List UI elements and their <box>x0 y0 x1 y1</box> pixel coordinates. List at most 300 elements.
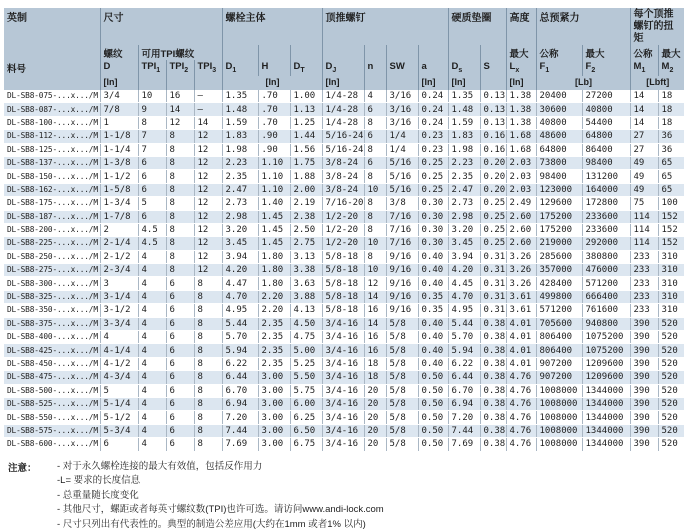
cell-Ds: 1.48 <box>448 103 480 116</box>
cell-TPI2: 6 <box>166 277 194 290</box>
cell-F1: 571200 <box>536 304 582 317</box>
cell-part: DL-SB8-600-...x.../M <box>4 438 100 451</box>
cell-D1: 4.20 <box>222 264 258 277</box>
cell-M1: 390 <box>630 357 658 370</box>
col-header-Ds: $D_s$ <box>448 60 480 76</box>
cell-H: 1.40 <box>258 197 290 210</box>
cell-part: DL-SB8-550-...x.../M <box>4 411 100 424</box>
cell-F1: 1008000 <box>536 424 582 437</box>
cell-M1: 390 <box>630 317 658 330</box>
cell-M1: 49 <box>630 170 658 183</box>
cell-DT: 2.38 <box>290 210 322 223</box>
cell-Lx: 3.26 <box>506 277 536 290</box>
cell-D: 5-1/4 <box>100 397 138 410</box>
table-row <box>4 90 684 103</box>
cell-Ds: 3.94 <box>448 250 480 263</box>
cell-M1: 27 <box>630 130 658 143</box>
cell-SW: 3/16 <box>386 103 418 116</box>
cell-a: 0.35 <box>418 304 448 317</box>
cell-Ds: 1.59 <box>448 116 480 129</box>
cell-Lx: 3.26 <box>506 250 536 263</box>
cell-F1: 806400 <box>536 331 582 344</box>
cell-F1: 40800 <box>536 116 582 129</box>
cell-SW: 5/8 <box>386 371 418 384</box>
cell-F2: 666400 <box>582 290 630 303</box>
cell-TPI1: 8 <box>138 116 166 129</box>
cell-Lx: 2.03 <box>506 156 536 169</box>
cell-TPI1: 4 <box>138 357 166 370</box>
cell-F2: 233600 <box>582 223 630 236</box>
cell-DJ: 5/8-18 <box>322 250 364 263</box>
cell-TPI3: 12 <box>194 264 222 277</box>
cell-part: DL-SB8-087-...x.../M <box>4 103 100 116</box>
cell-M2: 152 <box>658 223 684 236</box>
cell-n: 8 <box>364 223 386 236</box>
cell-SW: 3/16 <box>386 116 418 129</box>
cell-F2: 131200 <box>582 170 630 183</box>
cell-SW: 5/8 <box>386 424 418 437</box>
cell-DJ: 1/4-28 <box>322 116 364 129</box>
cell-Lx: 4.76 <box>506 411 536 424</box>
unit-Ds: [In] <box>448 76 480 90</box>
cell-TPI2: 6 <box>166 344 194 357</box>
cell-DJ: 3/8-24 <box>322 156 364 169</box>
cell-M2: 18 <box>658 90 684 103</box>
label-preload-nominal: 公称 <box>536 45 582 60</box>
cell-a: 0.24 <box>418 103 448 116</box>
cell-TPI3: 8 <box>194 411 222 424</box>
cell-TPI1: 5 <box>138 197 166 210</box>
cell-Ds: 3.20 <box>448 223 480 236</box>
cell-TPI2: 6 <box>166 357 194 370</box>
cell-DT: 1.00 <box>290 90 322 103</box>
cell-S: 0.13 <box>480 90 506 103</box>
cell-TPI1: 9 <box>138 103 166 116</box>
cell-part: DL-SB8-400-...x.../M <box>4 331 100 344</box>
col-header-D1: $D_1$ <box>222 60 258 76</box>
cell-DT: 1.88 <box>290 170 322 183</box>
cell-M1: 233 <box>630 304 658 317</box>
cell-S: 0.13 <box>480 103 506 116</box>
cell-S: 0.38 <box>480 411 506 424</box>
cell-F2: 233600 <box>582 210 630 223</box>
cell-DT: 4.75 <box>290 331 322 344</box>
col-header-TPI1: $TPI_1$ <box>138 60 166 76</box>
cell-M1: 390 <box>630 344 658 357</box>
cell-a: 0.25 <box>418 170 448 183</box>
cell-a: 0.40 <box>418 277 448 290</box>
note-item: - 对于永久螺栓连接的最大有效值，包括反作用力 <box>57 460 263 472</box>
cell-part: DL-SB8-137-...x.../M <box>4 156 100 169</box>
cell-n: 12 <box>364 277 386 290</box>
cell-Lx: 2.03 <box>506 183 536 196</box>
cell-a: 0.40 <box>418 250 448 263</box>
cell-DT: 1.75 <box>290 156 322 169</box>
notes-label: 注意： <box>8 462 37 474</box>
cell-F2: 380800 <box>582 250 630 263</box>
cell-M1: 390 <box>630 411 658 424</box>
cell-SW: 5/8 <box>386 397 418 410</box>
cell-TPI1: 4 <box>138 331 166 344</box>
cell-part: DL-SB8-350-...x.../M <box>4 304 100 317</box>
table-row <box>4 264 684 277</box>
unit-bolt-body: [In] <box>222 76 322 90</box>
cell-H: .90 <box>258 143 290 156</box>
cell-a: 0.50 <box>418 397 448 410</box>
table-row <box>4 143 684 156</box>
cell-part: DL-SB8-150-...x.../M <box>4 170 100 183</box>
cell-M2: 310 <box>658 277 684 290</box>
cell-F1: 357000 <box>536 264 582 277</box>
cell-TPI2: 8 <box>166 210 194 223</box>
cell-F1: 64800 <box>536 143 582 156</box>
cell-part: DL-SB8-525-...x.../M <box>4 397 100 410</box>
cell-DT: 1.13 <box>290 103 322 116</box>
cell-SW: 5/16 <box>386 183 418 196</box>
cell-n: 16 <box>364 344 386 357</box>
cell-F1: 428400 <box>536 277 582 290</box>
cell-Lx: 4.01 <box>506 357 536 370</box>
cell-a: 0.23 <box>418 130 448 143</box>
cell-F2: 1344000 <box>582 424 630 437</box>
cell-Ds: 7.69 <box>448 438 480 451</box>
cell-DT: 6.25 <box>290 411 322 424</box>
cell-DJ: 5/8-18 <box>322 277 364 290</box>
cell-Ds: 2.98 <box>448 210 480 223</box>
cell-a: 0.30 <box>418 197 448 210</box>
cell-F2: 164000 <box>582 183 630 196</box>
notes-list <box>57 460 384 532</box>
header-spacer <box>4 45 100 60</box>
cell-DJ: 5/16-24 <box>322 143 364 156</box>
cell-a: 0.35 <box>418 290 448 303</box>
cell-M2: 520 <box>658 384 684 397</box>
cell-part: DL-SB8-250-...x.../M <box>4 250 100 263</box>
cell-TPI1: 4 <box>138 277 166 290</box>
cell-DJ: 3/4-16 <box>322 344 364 357</box>
cell-Lx: 4.76 <box>506 371 536 384</box>
cell-Ds: 6.22 <box>448 357 480 370</box>
cell-a: 0.40 <box>418 331 448 344</box>
col-header-F1: $F_1$ <box>536 60 582 76</box>
cell-M2: 65 <box>658 183 684 196</box>
col-header-M1: $M_1$ <box>630 60 658 76</box>
cell-M2: 36 <box>658 143 684 156</box>
cell-TPI1: 4 <box>138 317 166 330</box>
cell-D1: 4.70 <box>222 290 258 303</box>
cell-DJ: 7/16-20 <box>322 197 364 210</box>
cell-H: 3.00 <box>258 397 290 410</box>
cell-D: 5-3/4 <box>100 424 138 437</box>
cell-S: 0.25 <box>480 210 506 223</box>
cell-M1: 27 <box>630 143 658 156</box>
cell-D: 3-1/4 <box>100 290 138 303</box>
cell-n: 6 <box>364 156 386 169</box>
cell-F2: 1344000 <box>582 384 630 397</box>
cell-F2: 98400 <box>582 156 630 169</box>
cell-H: .70 <box>258 103 290 116</box>
cell-H: 1.80 <box>258 250 290 263</box>
cell-M1: 75 <box>630 197 658 210</box>
cell-DT: 3.38 <box>290 264 322 277</box>
cell-H: 1.10 <box>258 183 290 196</box>
table-row <box>4 250 684 263</box>
unit-preload: [Lb] <box>536 76 630 90</box>
cell-D1: 1.35 <box>222 90 258 103</box>
cell-DJ: 5/8-18 <box>322 264 364 277</box>
cell-D: 1-7/8 <box>100 210 138 223</box>
cell-part: DL-SB8-450-...x.../M <box>4 357 100 370</box>
cell-F1: 129600 <box>536 197 582 210</box>
cell-SW: 7/16 <box>386 210 418 223</box>
cell-F1: 123000 <box>536 183 582 196</box>
cell-D: 2-1/4 <box>100 237 138 250</box>
col-header-M2: $M_2$ <box>658 60 684 76</box>
cell-Lx: 1.38 <box>506 90 536 103</box>
cell-TPI2: 16 <box>166 90 194 103</box>
cell-DT: 6.50 <box>290 424 322 437</box>
cell-Lx: 1.38 <box>506 103 536 116</box>
cell-H: 2.35 <box>258 331 290 344</box>
cell-TPI3: 8 <box>194 424 222 437</box>
cell-D: 5-1/2 <box>100 411 138 424</box>
cell-TPI2: 6 <box>166 411 194 424</box>
cell-DT: 1.44 <box>290 130 322 143</box>
col-header-H: H <box>258 60 290 76</box>
cell-TPI1: 4 <box>138 304 166 317</box>
cell-M1: 233 <box>630 277 658 290</box>
cell-D1: 4.95 <box>222 304 258 317</box>
cell-TPI1: 4 <box>138 411 166 424</box>
group-washer: 硬质垫圈 <box>448 8 506 45</box>
cell-D1: 2.73 <box>222 197 258 210</box>
cell-TPI3: 12 <box>194 183 222 196</box>
cell-M2: 310 <box>658 250 684 263</box>
group-torque: 每个顶推螺钉的扭矩 <box>630 8 684 45</box>
cell-n: 20 <box>364 384 386 397</box>
cell-D1: 5.94 <box>222 344 258 357</box>
cell-M2: 65 <box>658 156 684 169</box>
cell-SW: 9/16 <box>386 264 418 277</box>
col-header-a: a <box>418 60 448 76</box>
cell-TPI3: 8 <box>194 331 222 344</box>
cell-DT: 5.00 <box>290 344 322 357</box>
cell-M2: 520 <box>658 344 684 357</box>
cell-F2: 476000 <box>582 264 630 277</box>
cell-D: 4-1/4 <box>100 344 138 357</box>
unit-DJ: [In] <box>322 76 364 90</box>
cell-S: 0.31 <box>480 250 506 263</box>
table-row <box>4 384 684 397</box>
cell-M1: 390 <box>630 331 658 344</box>
cell-n: 10 <box>364 237 386 250</box>
cell-D1: 5.70 <box>222 331 258 344</box>
cell-TPI1: 7 <box>138 130 166 143</box>
cell-Lx: 4.76 <box>506 424 536 437</box>
table-row <box>4 277 684 290</box>
cell-TPI1: 6 <box>138 156 166 169</box>
cell-F1: 285600 <box>536 250 582 263</box>
label-thread: 螺纹 <box>100 45 138 60</box>
cell-TPI3: 8 <box>194 371 222 384</box>
cell-S: 0.38 <box>480 438 506 451</box>
cell-SW: 9/16 <box>386 304 418 317</box>
cell-TPI2: 8 <box>166 223 194 236</box>
cell-TPI1: 4 <box>138 384 166 397</box>
cell-SW: 7/16 <box>386 223 418 236</box>
table-row <box>4 371 684 384</box>
cell-D: 1-5/8 <box>100 183 138 196</box>
cell-a: 0.30 <box>418 210 448 223</box>
cell-D1: 6.44 <box>222 371 258 384</box>
cell-F1: 73800 <box>536 156 582 169</box>
cell-M2: 18 <box>658 103 684 116</box>
cell-D1: 4.47 <box>222 277 258 290</box>
cell-S: 0.25 <box>480 197 506 210</box>
cell-Ds: 2.23 <box>448 156 480 169</box>
cell-M1: 390 <box>630 371 658 384</box>
cell-M2: 100 <box>658 197 684 210</box>
cell-DT: 5.75 <box>290 384 322 397</box>
cell-Ds: 6.44 <box>448 371 480 384</box>
cell-TPI1: 10 <box>138 90 166 103</box>
cell-D: 4-3/4 <box>100 371 138 384</box>
cell-M2: 36 <box>658 130 684 143</box>
cell-D1: 6.70 <box>222 384 258 397</box>
cell-H: 2.35 <box>258 357 290 370</box>
cell-D: 5 <box>100 384 138 397</box>
cell-DJ: 1/2-20 <box>322 223 364 236</box>
cell-SW: 1/4 <box>386 130 418 143</box>
cell-M2: 520 <box>658 331 684 344</box>
table-row <box>4 344 684 357</box>
cell-S: 0.31 <box>480 264 506 277</box>
cell-TPI2: 8 <box>166 183 194 196</box>
cell-M1: 49 <box>630 183 658 196</box>
cell-SW: 9/16 <box>386 250 418 263</box>
cell-H: 2.35 <box>258 344 290 357</box>
cell-part: DL-SB8-100-...x.../M <box>4 116 100 129</box>
col-header-part: 料号 <box>4 60 100 76</box>
cell-F1: 907200 <box>536 357 582 370</box>
cell-M1: 233 <box>630 264 658 277</box>
col-header-F2: $F_2$ <box>582 60 630 76</box>
cell-F1: 907200 <box>536 371 582 384</box>
cell-TPI2: 8 <box>166 143 194 156</box>
cell-Lx: 1.38 <box>506 116 536 129</box>
cell-S: 0.13 <box>480 116 506 129</box>
cell-D1: 1.48 <box>222 103 258 116</box>
cell-M1: 49 <box>630 156 658 169</box>
cell-M1: 233 <box>630 290 658 303</box>
group-jack-screws: 顶推螺钉 <box>322 8 448 45</box>
cell-TPI3: 12 <box>194 130 222 143</box>
cell-D1: 6.94 <box>222 397 258 410</box>
cell-D: 1 <box>100 116 138 129</box>
cell-a: 0.30 <box>418 223 448 236</box>
table-row <box>4 331 684 344</box>
cell-TPI1: 4 <box>138 250 166 263</box>
col-header-DJ: $D_J$ <box>322 60 364 76</box>
cell-M1: 390 <box>630 397 658 410</box>
cell-TPI3: 12 <box>194 156 222 169</box>
group-preload: 总预紧力 <box>536 8 630 45</box>
cell-D1: 2.98 <box>222 210 258 223</box>
cell-D: 1-1/2 <box>100 170 138 183</box>
cell-D: 1-3/4 <box>100 197 138 210</box>
cell-D: 1-1/4 <box>100 143 138 156</box>
cell-F2: 1344000 <box>582 411 630 424</box>
cell-TPI3: 8 <box>194 277 222 290</box>
cell-D1: 2.23 <box>222 156 258 169</box>
cell-part: DL-SB8-162-...x.../M <box>4 183 100 196</box>
cell-F1: 48600 <box>536 130 582 143</box>
cell-Lx: 4.01 <box>506 344 536 357</box>
cell-DT: 1.25 <box>290 116 322 129</box>
cell-TPI3: – <box>194 103 222 116</box>
cell-DJ: 5/8-18 <box>322 304 364 317</box>
cell-DT: 5.25 <box>290 357 322 370</box>
cell-D1: 3.94 <box>222 250 258 263</box>
cell-D: 6 <box>100 438 138 451</box>
cell-TPI3: 8 <box>194 290 222 303</box>
cell-H: 1.80 <box>258 264 290 277</box>
cell-M2: 65 <box>658 170 684 183</box>
cell-part: DL-SB8-500-...x.../M <box>4 384 100 397</box>
cell-n: 4 <box>364 90 386 103</box>
cell-S: 0.31 <box>480 304 506 317</box>
cell-DT: 6.75 <box>290 438 322 451</box>
cell-D: 3-1/2 <box>100 304 138 317</box>
cell-DT: 3.63 <box>290 277 322 290</box>
cell-SW: 5/8 <box>386 357 418 370</box>
cell-S: 0.20 <box>480 183 506 196</box>
cell-M2: 520 <box>658 411 684 424</box>
cell-TPI2: 8 <box>166 264 194 277</box>
cell-DJ: 3/4-16 <box>322 384 364 397</box>
cell-M2: 520 <box>658 317 684 330</box>
cell-TPI2: 6 <box>166 438 194 451</box>
cell-a: 0.24 <box>418 90 448 103</box>
cell-Lx: 1.68 <box>506 143 536 156</box>
cell-M1: 114 <box>630 223 658 236</box>
cell-Ds: 5.94 <box>448 344 480 357</box>
cell-M1: 14 <box>630 90 658 103</box>
cell-Lx: 3.61 <box>506 304 536 317</box>
cell-F2: 292000 <box>582 237 630 250</box>
cell-F1: 499800 <box>536 290 582 303</box>
col-header-n: n <box>364 60 386 76</box>
cell-part: DL-SB8-475-...x.../M <box>4 371 100 384</box>
cell-SW: 1/4 <box>386 143 418 156</box>
cell-n: 20 <box>364 397 386 410</box>
cell-M2: 310 <box>658 264 684 277</box>
cell-H: .90 <box>258 130 290 143</box>
cell-D1: 2.47 <box>222 183 258 196</box>
cell-n: 8 <box>364 197 386 210</box>
cell-n: 18 <box>364 357 386 370</box>
cell-TPI3: 12 <box>194 170 222 183</box>
cell-F2: 761600 <box>582 304 630 317</box>
cell-TPI3: 8 <box>194 384 222 397</box>
cell-Ds: 2.35 <box>448 170 480 183</box>
cell-F1: 1008000 <box>536 438 582 451</box>
note-item: - 总重量随长度变化 <box>57 489 139 501</box>
cell-DJ: 3/4-16 <box>322 317 364 330</box>
cell-DJ: 1/4-28 <box>322 103 364 116</box>
cell-M2: 310 <box>658 304 684 317</box>
cell-TPI1: 4 <box>138 344 166 357</box>
